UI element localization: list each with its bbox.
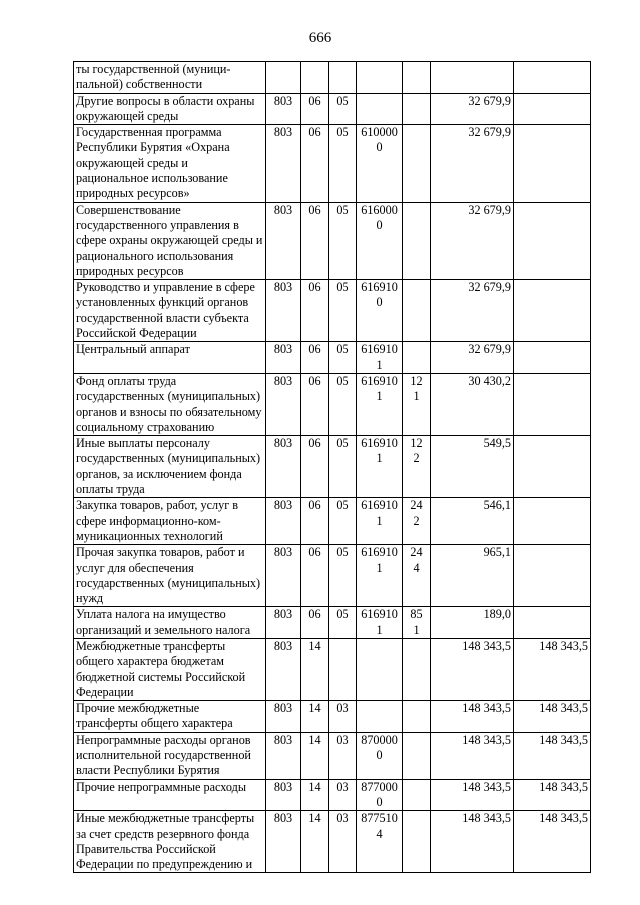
code-part: 2: [413, 513, 420, 528]
budget-table: [73, 61, 591, 873]
expense-type-cell: [403, 62, 431, 94]
row-name-cell: Государственная программа Республики Бурятия «Охрана окружающей среды и рациональное использование природных ресурсов»: [74, 125, 266, 202]
row-name-cell: Центральный аппарат: [74, 342, 266, 374]
code-part: 610000: [361, 125, 398, 140]
code-part: 1: [413, 622, 420, 637]
code-part: 616910: [361, 373, 398, 388]
subsection-code-cell: 03: [329, 732, 357, 779]
row-name-cell: Прочие межбюджетные трансферты общего характера: [74, 701, 266, 733]
row-name-cell: Закупка товаров, работ, услуг в сфере информационно-ком-муникационных технологий: [74, 498, 266, 545]
table-row: [74, 342, 591, 374]
code-part: 616910: [361, 436, 398, 451]
subsection-code-cell: 03: [329, 701, 357, 733]
section-code-cell: [301, 62, 329, 94]
section-code-cell: 06: [301, 93, 329, 125]
section-code-cell: 14: [301, 779, 329, 811]
amount-cell: 148 343,5: [431, 701, 514, 733]
row-name-cell: Иные выплаты персоналу государственных (муниципальных) органов, за исключением фонда оплаты труда: [74, 436, 266, 498]
section-code-cell: 06: [301, 373, 329, 435]
target-article-cell: [357, 607, 403, 639]
amount-cell: [431, 62, 514, 94]
section-code-cell: 06: [301, 342, 329, 374]
amount-2-cell: [514, 607, 591, 639]
table-row: [74, 373, 591, 435]
ministry-code-cell: [266, 62, 301, 94]
code-part: 1: [376, 622, 383, 637]
target-article-cell: [357, 498, 403, 545]
expense-type-cell: [403, 280, 431, 342]
amount-2-cell: [514, 342, 591, 374]
expense-type-cell: [403, 202, 431, 279]
subsection-code-cell: 05: [329, 498, 357, 545]
code-part: 616000: [361, 202, 398, 217]
amount-2-cell: 148 343,5: [514, 779, 591, 811]
table-row: [74, 498, 591, 545]
code-part: 4: [413, 560, 420, 575]
target-article-cell: [357, 93, 403, 125]
amount-2-cell: [514, 280, 591, 342]
ministry-code-cell: 803: [266, 498, 301, 545]
subsection-code-cell: 03: [329, 811, 357, 873]
code-part: 616910: [361, 607, 398, 622]
table-row: [74, 93, 591, 125]
row-name-cell: Фонд оплаты труда государственных (муниципальных) органов и взносы по обязательному социальному страхованию: [74, 373, 266, 435]
target-article-cell: [357, 779, 403, 811]
expense-type-cell: [403, 779, 431, 811]
code-part: 1: [413, 389, 420, 404]
table-row: [74, 732, 591, 779]
code-part: 12: [410, 436, 423, 451]
amount-2-cell: [514, 93, 591, 125]
code-part: 1: [376, 357, 383, 372]
section-code-cell: 06: [301, 498, 329, 545]
section-code-cell: 14: [301, 638, 329, 700]
ministry-code-cell: 803: [266, 93, 301, 125]
row-name-cell: Другие вопросы в области охраны окружающей среды: [74, 93, 266, 125]
code-part: 1: [376, 389, 383, 404]
section-code-cell: 14: [301, 701, 329, 733]
expense-type-cell: [403, 638, 431, 700]
subsection-code-cell: 05: [329, 373, 357, 435]
ministry-code-cell: 803: [266, 280, 301, 342]
expense-type-cell: [403, 436, 431, 498]
ministry-code-cell: 803: [266, 638, 301, 700]
row-name-cell: Руководство и управление в сфере установленных функций органов государственной власти субъекта Российской Федерации: [74, 280, 266, 342]
subsection-code-cell: 05: [329, 436, 357, 498]
table-row: [74, 125, 591, 202]
ministry-code-cell: 803: [266, 732, 301, 779]
table-row: [74, 545, 591, 607]
amount-cell: 546,1: [431, 498, 514, 545]
expense-type-cell: [403, 701, 431, 733]
amount-2-cell: 148 343,5: [514, 701, 591, 733]
expense-type-cell: [403, 607, 431, 639]
code-part: 0: [376, 140, 383, 155]
row-name-cell: Прочие непрограммные расходы: [74, 779, 266, 811]
amount-2-cell: [514, 373, 591, 435]
ministry-code-cell: 803: [266, 701, 301, 733]
target-article-cell: [357, 436, 403, 498]
target-article-cell: [357, 342, 403, 374]
amount-cell: 32 679,9: [431, 280, 514, 342]
row-name-cell: Межбюджетные трансферты общего характера бюджетам бюджетной системы Российской Федерации: [74, 638, 266, 700]
subsection-code-cell: 05: [329, 607, 357, 639]
expense-type-cell: [403, 373, 431, 435]
section-code-cell: 06: [301, 202, 329, 279]
budget-table-body: [74, 62, 591, 873]
section-code-cell: 06: [301, 545, 329, 607]
expense-type-cell: [403, 811, 431, 873]
subsection-code-cell: 05: [329, 545, 357, 607]
code-part: 616910: [361, 342, 398, 357]
amount-cell: 549,5: [431, 436, 514, 498]
table-row: [74, 62, 591, 94]
ministry-code-cell: 803: [266, 545, 301, 607]
ministry-code-cell: 803: [266, 779, 301, 811]
row-name-cell: Непрограммные расходы органов исполнительной государственной власти Республики Бурятия: [74, 732, 266, 779]
table-row: [74, 436, 591, 498]
code-part: 616910: [361, 545, 398, 560]
target-article-cell: [357, 732, 403, 779]
section-code-cell: 06: [301, 607, 329, 639]
code-part: 0: [376, 295, 383, 310]
subsection-code-cell: 05: [329, 342, 357, 374]
target-article-cell: [357, 545, 403, 607]
code-part: 4: [376, 826, 383, 841]
ministry-code-cell: 803: [266, 202, 301, 279]
amount-2-cell: [514, 125, 591, 202]
code-part: 2: [413, 451, 420, 466]
expense-type-cell: [403, 342, 431, 374]
code-part: 1: [376, 451, 383, 466]
code-part: 616910: [361, 280, 398, 295]
amount-cell: 32 679,9: [431, 93, 514, 125]
target-article-cell: [357, 811, 403, 873]
amount-2-cell: [514, 498, 591, 545]
ministry-code-cell: 803: [266, 373, 301, 435]
subsection-code-cell: 05: [329, 202, 357, 279]
amount-cell: 148 343,5: [431, 811, 514, 873]
table-row: [74, 779, 591, 811]
amount-2-cell: [514, 202, 591, 279]
target-article-cell: [357, 638, 403, 700]
target-article-cell: [357, 62, 403, 94]
code-part: 85: [410, 607, 423, 622]
expense-type-cell: [403, 93, 431, 125]
amount-2-cell: 148 343,5: [514, 811, 591, 873]
section-code-cell: 14: [301, 811, 329, 873]
expense-type-cell: [403, 545, 431, 607]
code-part: 616910: [361, 498, 398, 513]
subsection-code-cell: 03: [329, 779, 357, 811]
ministry-code-cell: 803: [266, 436, 301, 498]
code-part: 877510: [361, 811, 398, 826]
amount-cell: 30 430,2: [431, 373, 514, 435]
target-article-cell: [357, 373, 403, 435]
code-part: 0: [376, 794, 383, 809]
amount-cell: 32 679,9: [431, 342, 514, 374]
row-name-cell: ты государственной (муници-пальной) собственности: [74, 62, 266, 94]
code-part: 0: [376, 217, 383, 232]
amount-2-cell: 148 343,5: [514, 638, 591, 700]
row-name-cell: Уплата налога на имущество организаций и земельного налога: [74, 607, 266, 639]
table-row: [74, 638, 591, 700]
subsection-code-cell: 05: [329, 125, 357, 202]
code-part: 1: [376, 513, 383, 528]
code-part: 24: [410, 545, 423, 560]
table-row: [74, 202, 591, 279]
ministry-code-cell: 803: [266, 607, 301, 639]
amount-cell: 189,0: [431, 607, 514, 639]
row-name-cell: Прочая закупка товаров, работ и услуг для обеспечения государственных (муниципальных) нужд: [74, 545, 266, 607]
section-code-cell: 14: [301, 732, 329, 779]
target-article-cell: [357, 701, 403, 733]
amount-2-cell: [514, 436, 591, 498]
code-part: 24: [410, 498, 423, 513]
table-row: [74, 811, 591, 873]
code-part: 870000: [361, 732, 398, 747]
amount-cell: 148 343,5: [431, 732, 514, 779]
row-name-cell: Иные межбюджетные трансферты за счет средств резервного фонда Правительства Российской Федерации по предупреждению и: [74, 811, 266, 873]
code-part: 877000: [361, 779, 398, 794]
subsection-code-cell: [329, 638, 357, 700]
ministry-code-cell: 803: [266, 811, 301, 873]
target-article-cell: [357, 202, 403, 279]
target-article-cell: [357, 280, 403, 342]
ministry-code-cell: 803: [266, 342, 301, 374]
amount-2-cell: 148 343,5: [514, 732, 591, 779]
table-row: [74, 280, 591, 342]
amount-cell: 965,1: [431, 545, 514, 607]
amount-cell: 148 343,5: [431, 638, 514, 700]
table-row: [74, 701, 591, 733]
subsection-code-cell: [329, 62, 357, 94]
subsection-code-cell: 05: [329, 93, 357, 125]
expense-type-cell: [403, 498, 431, 545]
section-code-cell: 06: [301, 280, 329, 342]
amount-cell: 32 679,9: [431, 125, 514, 202]
expense-type-cell: [403, 732, 431, 779]
code-part: 0: [376, 748, 383, 763]
page-number: 666: [308, 30, 332, 46]
amount-cell: 148 343,5: [431, 779, 514, 811]
expense-type-cell: [403, 125, 431, 202]
code-part: 12: [410, 373, 423, 388]
code-part: 1: [376, 560, 383, 575]
row-name-cell: Совершенствование государственного управления в сфере охраны окружающей среды и рационального использования природных ресурсов: [74, 202, 266, 279]
target-article-cell: [357, 125, 403, 202]
section-code-cell: 06: [301, 125, 329, 202]
amount-2-cell: [514, 545, 591, 607]
table-row: [74, 607, 591, 639]
amount-2-cell: [514, 62, 591, 94]
ministry-code-cell: 803: [266, 125, 301, 202]
amount-cell: 32 679,9: [431, 202, 514, 279]
section-code-cell: 06: [301, 436, 329, 498]
subsection-code-cell: 05: [329, 280, 357, 342]
